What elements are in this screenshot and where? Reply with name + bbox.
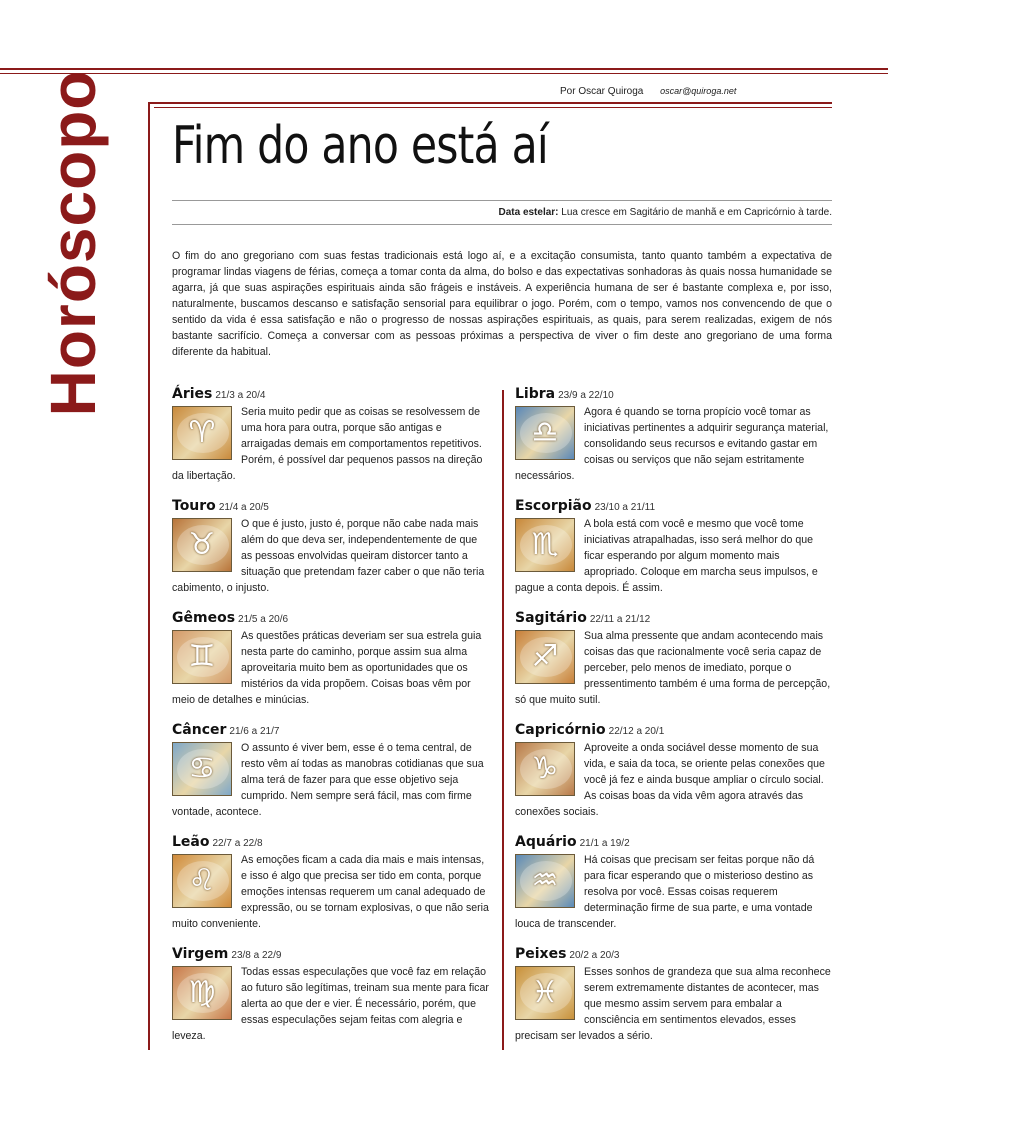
frame-top: [148, 102, 832, 104]
sign-name: Escorpião: [515, 498, 592, 514]
sign-entry: [515, 946, 833, 1044]
sign-text: Seria muito pedir que as coisas se resolvessem de uma hora para outra, porque são antigas e arraigadas demais em comportamentos repetitivos. Porém, é possível dar pequenos passos na direção da libertação.: [172, 406, 483, 482]
sign-name: Peixes: [515, 946, 567, 962]
sign-dates: 23/10 a 21/11: [594, 502, 656, 513]
sign-name: Touro: [172, 498, 216, 514]
gemini-icon: ♊: [172, 630, 232, 684]
sign-name: Aquário: [515, 834, 577, 850]
sign-entry: [515, 834, 833, 932]
sign-header: [172, 498, 490, 514]
sign-text: Esses sonhos de grandeza que sua alma reconhece serem extremamente distantes de acontecer, mas que mesmo assim servem para embalar a consciência em sentimentos elevados, esses precisam ser levados a sério.: [515, 966, 831, 1042]
sign-dates: 21/3 a 20/4: [215, 390, 266, 401]
top-rule-thin: [0, 73, 888, 74]
sign-text: As emoções ficam a cada dia mais e mais intensas, e isso é algo que precisa ser tido em conta, porque emoções intensas requerem um canal adequado de expressão, ou se tornam explosivas, o que não seria muito conveniente.: [172, 854, 489, 930]
sign-header: [515, 834, 833, 850]
star-date: [498, 207, 832, 218]
taurus-icon: ♉: [172, 518, 232, 572]
sign-dates: 22/12 a 20/1: [608, 726, 665, 737]
sign-entry: [172, 722, 490, 820]
column-rule: [502, 390, 504, 1050]
divider: [172, 200, 832, 201]
sign-dates: 23/9 a 22/10: [558, 390, 614, 401]
author-email[interactable]: oscar@quiroga.net: [660, 86, 737, 96]
sign-header: [515, 610, 833, 626]
sign-header: [172, 722, 490, 738]
frame-left: [148, 104, 150, 1050]
top-rule: [0, 68, 888, 70]
sign-text: Todas essas especulações que você faz em relação ao futuro são legítimas, treinam sua mente para ficar alerta ao que der e vier. É necessário, porém, que essas especulações sejam feitas com alegria e leveza.: [172, 966, 489, 1042]
sign-header: [515, 498, 833, 514]
sign-name: Virgem: [172, 946, 229, 962]
sign-text: A bola está com você e mesmo que você tome iniciativas atrapalhadas, isso será melhor do que ficar esperando por algum momento mais apropriado. Coloque em marcha seus impulsos, e pague a conta depois. É assim.: [515, 518, 818, 594]
pisces-icon: ♓: [515, 966, 575, 1020]
sign-text: Agora é quando se torna propício você tomar as iniciativas pertinentes a adquirir segurança material, consolidando seus recursos e evitando gastar em coisas ou serviços que não sejam estritamente necessários.: [515, 406, 829, 482]
sign-entry: [515, 722, 833, 820]
aries-icon: ♈: [172, 406, 232, 460]
sign-entry: [172, 834, 490, 932]
sign-header: [515, 386, 833, 402]
divider: [172, 224, 832, 225]
sign-dates: 20/2 a 20/3: [569, 950, 620, 961]
sign-name: Leão: [172, 834, 210, 850]
sign-dates: 23/8 a 22/9: [231, 950, 282, 961]
sign-text: O assunto é viver bem, esse é o tema central, de resto vêm aí todas as manobras cotidianas que sua alma terá de fazer para que esse objetivo seja cumprido. Nem sempre será fácil, mas com firme vontade, acontece.: [172, 742, 484, 818]
sign-header: [172, 834, 490, 850]
sign-entry: [515, 610, 833, 708]
sign-entry: [515, 386, 833, 484]
sign-entry: [172, 946, 490, 1044]
author: Por Oscar Quiroga: [560, 86, 644, 97]
sign-dates: 21/1 a 19/2: [579, 838, 630, 849]
sign-header: [172, 386, 490, 402]
aquarius-icon: ♒: [515, 854, 575, 908]
section-title: Horóscopo: [37, 69, 109, 416]
sign-name: Sagitário: [515, 610, 587, 626]
sign-text: As questões práticas deveriam ser sua estrela guia nesta parte do caminho, porque assim sua alma aproveitaria muito bem as oportunidades que os mistérios da vida propõem. Coisas boas vêm por meio de detalhes e minúcias.: [172, 630, 482, 706]
capricorn-icon: ♑: [515, 742, 575, 796]
intro-text: O fim do ano gregoriano com suas festas tradicionais está logo aí, e a excitação consumista, tanto quanto também a expectativa de programar lindas viagens de férias, começa a tomar conta da alma, do bolso e das expectativas sonhadoras às quais nossa humanidade se agarra, já que suas aspirações espirituais ainda são frágeis e instáveis. A experiência humana de ser é bastante complexa e, por isso, naturalmente, buscamos descanso e satisfação sensorial para equilibrar o jogo. Porém, com o tempo, vamos nos convencendo de que o sentido da vida é essa satisfação e não o progresso de nossas aspirações espirituais, as quais, para serem realizadas, exigem de nós bastante sacrifício. Começa a conversar com as pessoas próximas a perspectiva de viver o fim deste ano gregoriano de uma forma diferente da habitual.: [172, 250, 832, 358]
sign-entry: [172, 386, 490, 484]
headline: Fim do ano está aí: [172, 116, 548, 176]
star-date-label: Data estelar:: [498, 207, 559, 218]
sign-dates: 21/6 a 21/7: [229, 726, 280, 737]
sign-name: Capricórnio: [515, 722, 606, 738]
sign-name: Gêmeos: [172, 610, 236, 626]
sign-dates: 22/11 a 21/12: [589, 614, 651, 625]
frame-top-thin: [154, 107, 832, 108]
sign-dates: 22/7 a 22/8: [212, 838, 263, 849]
leo-icon: ♌: [172, 854, 232, 908]
sagittarius-icon: ♐: [515, 630, 575, 684]
sign-header: [515, 946, 833, 962]
sign-name: Libra: [515, 386, 556, 402]
sign-entry: [172, 610, 490, 708]
sign-text: Há coisas que precisam ser feitas porque não dá para ficar esperando que o misterioso destino as resolva por você. Essas coisas requerem determinação firme de sua parte, e uma vontade louca de transcender.: [515, 854, 815, 930]
sign-text: Sua alma pressente que andam acontecendo mais coisas das que racionalmente você seria capaz de perceber, pelo menos de imediato, porque o pressentimento também é uma forma de percepção, só que muito sutil.: [515, 630, 831, 706]
sign-name: Câncer: [172, 722, 227, 738]
sign-header: [515, 722, 833, 738]
cancer-icon: ♋: [172, 742, 232, 796]
sign-name: Áries: [172, 386, 213, 402]
scorpio-icon: ♏: [515, 518, 575, 572]
sign-text: Aproveite a onda sociável desse momento de sua vida, e saia da toca, se oriente pelas conexões que você já fez e ainda busque ampliar o círculo social. As coisas boas da vida vêm agora através das conexões sociais.: [515, 742, 825, 818]
byline: [560, 86, 736, 97]
sign-entry: [172, 498, 490, 596]
sign-text: O que é justo, justo é, porque não cabe nada mais além do que deva ser, independentemente de que as pessoas envolvidas queiram distorcer tanto a situação que pretendam fazer caber o que não teria cabimento, o injusto.: [172, 518, 485, 594]
sign-header: [172, 946, 490, 962]
sign-dates: 21/4 a 20/5: [218, 502, 269, 513]
sign-header: [172, 610, 490, 626]
libra-icon: ♎: [515, 406, 575, 460]
sign-dates: 21/5 a 20/6: [238, 614, 289, 625]
virgo-icon: ♍: [172, 966, 232, 1020]
sign-entry: [515, 498, 833, 596]
star-date-text: Lua cresce em Sagitário de manhã e em Capricórnio à tarde.: [561, 207, 832, 218]
